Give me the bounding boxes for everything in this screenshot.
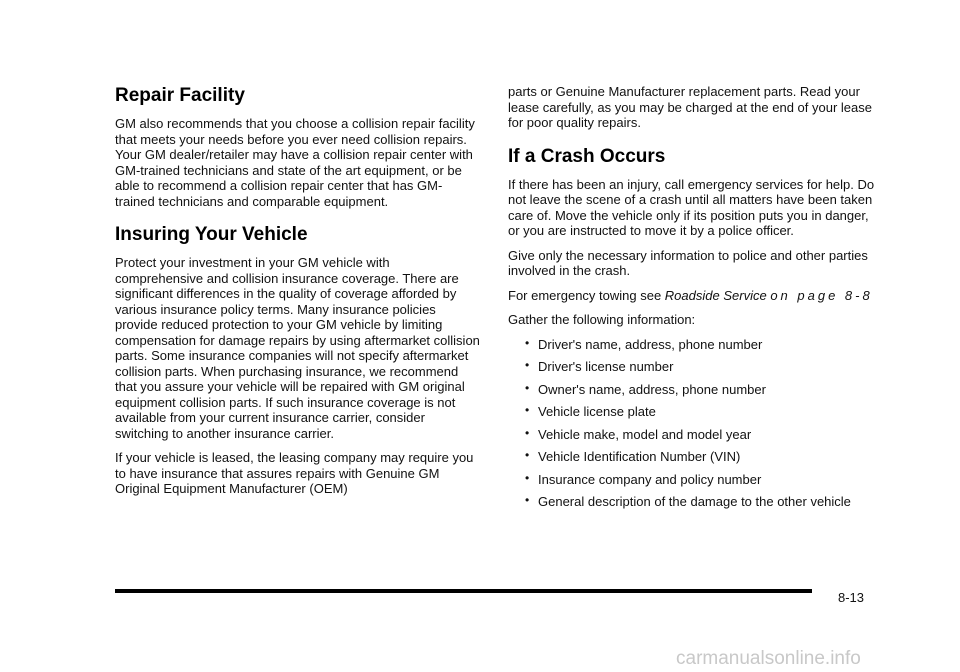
lease-continuation-paragraph: parts or Genuine Manufacturer replacement parts. Read your lease carefully, as you may be charged at the end of your lease for poor quality repairs. [508,84,872,130]
towing-prefix: For emergency towing see [508,287,665,303]
repair-facility-paragraph: GM also recommends that you choose a collision repair facility that meets your needs before you ever need collision repairs. Your GM dealer/retailer may have a collision repair center with GM-trained technicians and state of the art equipment, or be able to recommend a collision repair center that has GM-trained technicians and comparable equipment. [115,116,475,209]
right-column [508,84,880,517]
list-item: • Owner's name, address, phone number [525,380,766,397]
footer-rule [115,589,812,593]
repair-facility-heading: Repair Facility [115,85,245,106]
list-item: • Driver's name, address, phone number [525,335,763,352]
roadside-service-link[interactable]: Roadside Service [664,287,767,303]
bullet-icon: • [525,470,530,485]
list-item: • Driver's license number [525,358,674,374]
repair-facility-section [115,84,480,209]
watermark: carmanualsonline.info [676,648,861,669]
bullet-icon: • [525,403,530,417]
crash-heading: If a Crash Occurs [508,145,666,167]
crash-section [508,145,880,510]
insuring-heading: Insuring Your Vehicle [115,224,308,245]
list-item: • Vehicle license plate [525,403,656,419]
bullet-icon: • [525,358,530,372]
list-item: • Vehicle Identification Number (VIN) [525,448,741,464]
information-list [508,337,880,510]
crash-paragraph-1: If there has been an injury, call emergency services for help. Do not leave the scene of a crash until all matters have been taken care of. Move the vehicle only if its position puts you in danger, or you are instructed to move it by a police officer. [508,176,875,238]
roadside-page-reference[interactable]: on page 8-8 [770,287,873,303]
bullet-icon: • [525,335,530,350]
insuring-paragraph-1: Protect your investment in your GM vehicle with comprehensive and collision insurance coverage. There are significant differences in the quality of coverage afforded by various insurance policy terms. Many insurance policies provide reduced protection to your GM vehicle by limiting compensation for damage repairs by using aftermarket collision parts. Some insurance companies will not specify aftermarket collision parts. When purchasing insurance, we recommend that you assure your vehicle will be repaired with GM original equipment collision parts. If such insurance coverage is not available from your current insurance carrier, consider switching to another insurance carrier. [115,255,480,441]
list-item: • Vehicle make, model and model year [525,425,752,442]
list-item: • General description of the damage to the other vehicle [525,493,851,509]
towing-paragraph [508,288,880,304]
gather-intro: Gather the following information: [508,312,696,327]
crash-paragraph-2: Give only the necessary information to police and other parties involved in the crash. [508,247,868,278]
bullet-icon: • [525,425,530,440]
bullet-icon: • [525,448,530,462]
bullet-icon: • [525,493,530,507]
insuring-paragraph-2: If your vehicle is leased, the leasing company may require you to have insurance that assures repairs with Genuine GM Original Equipment Manufacturer (OEM) [115,450,474,496]
left-column [115,84,480,506]
insuring-section [115,223,480,497]
page-number: 8-13 [838,590,865,605]
list-item: • Insurance company and policy number [525,470,762,487]
bullet-icon: • [525,380,530,395]
